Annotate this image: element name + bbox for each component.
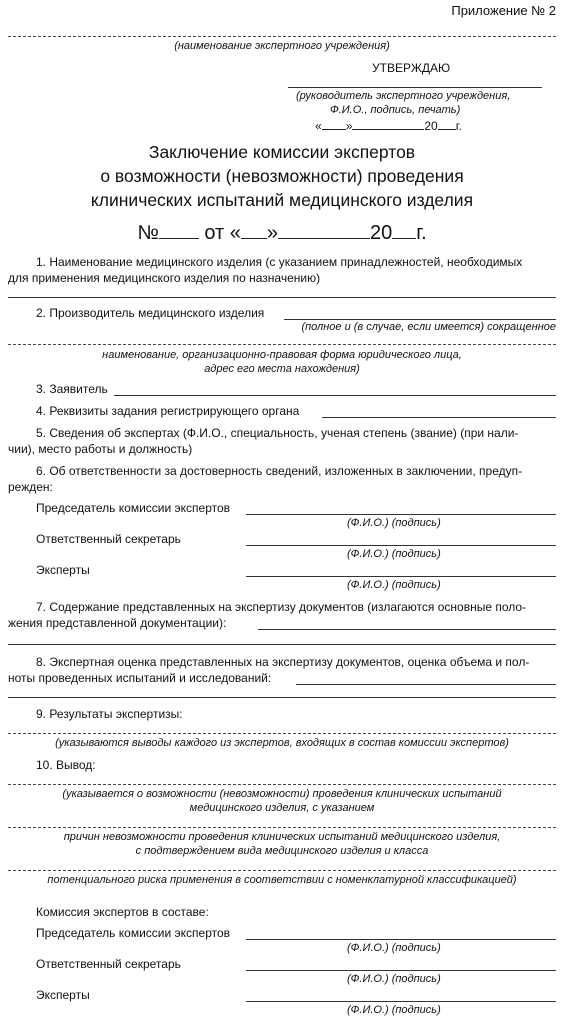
item8-text-2: ноты проведенных испытаний и исследований: — [8, 671, 272, 685]
item10-text: 10. Вывод: — [36, 758, 96, 772]
org-name-caption: (наименование экспертного учреждения) — [174, 40, 390, 52]
chairman-signature-field[interactable] — [246, 514, 556, 515]
item9-field[interactable] — [8, 733, 556, 734]
item3-field[interactable] — [114, 395, 556, 396]
org-name-line[interactable] — [8, 36, 556, 37]
item2-caption-1: (полное и (в случае, если имеется) сокращенное — [301, 321, 556, 333]
document-number-field[interactable] — [159, 221, 199, 239]
chairman-caption-2: (Ф.И.О.) (подпись) — [347, 942, 441, 954]
item2-text: 2. Производитель медицинского изделия — [36, 306, 265, 320]
item2-caption-2: наименование, организационно-правовая форма юридического лица, — [102, 349, 462, 361]
secretary-caption: (Ф.И.О.) (подпись) — [347, 548, 441, 560]
item7-field-2[interactable] — [8, 644, 556, 645]
commission-label: Комиссия экспертов в составе: — [36, 905, 209, 919]
document-month-field[interactable] — [278, 221, 370, 239]
head-caption-1: (руководитель экспертного учреждения, — [296, 90, 511, 102]
secretary-label-2: Ответственный секретарь — [36, 957, 181, 971]
item5-text-1: 5. Сведения об экспертах (Ф.И.О., специальность, ученая степень (звание) (при нали- — [36, 426, 519, 440]
item8-field-2[interactable] — [8, 697, 556, 698]
approve-year-field[interactable] — [438, 118, 456, 130]
item9-caption: (указываются выводы каждого из экспертов, входящих в состав комиссии экспертов) — [55, 737, 509, 749]
item8-text-1: 8. Экспертная оценка представленных на экспертизу документов, оценка объема и пол- — [36, 655, 530, 669]
item9-text: 9. Результаты экспертизы: — [36, 707, 183, 721]
head-caption-2: Ф.И.О., подпись, печать) — [330, 104, 461, 116]
experts-label-2: Эксперты — [36, 988, 90, 1002]
item5-text-2: чии), место работы и должность) — [8, 442, 193, 456]
item4-field[interactable] — [322, 417, 556, 418]
item4-text: 4. Реквизиты задания регистрирующего органа — [36, 404, 300, 418]
experts-caption-2: (Ф.И.О.) (подпись) — [347, 1004, 441, 1016]
appendix-label: Приложение № 2 — [451, 3, 556, 18]
item10-caption-1: (указывается о возможности (невозможности) проведения клинических испытаний — [62, 788, 502, 800]
item7-field[interactable] — [258, 629, 556, 630]
secretary-caption-2: (Ф.И.О.) (подпись) — [347, 973, 441, 985]
title-line-3: клинических испытаний медицинского изделия — [90, 190, 474, 210]
approve-month-field[interactable] — [352, 118, 424, 130]
approve-date: « » 20 г. — [315, 119, 462, 133]
item7-text-2: жения представленной документации): — [8, 616, 227, 630]
document-year-field[interactable] — [392, 221, 416, 239]
experts-label: Эксперты — [36, 563, 90, 577]
item10-caption-5: потенциального риска применения в соответствии с номенклатурной классификацией) — [47, 874, 517, 886]
approve-day-field[interactable] — [322, 118, 346, 130]
item1-field[interactable] — [8, 297, 556, 298]
approve-label: УТВЕРЖДАЮ — [372, 61, 451, 75]
item10-field-1[interactable] — [8, 784, 556, 785]
title-line-1: Заключение комиссии экспертов — [148, 142, 416, 162]
item1-text-2: для применения медицинского изделия по назначению) — [8, 271, 321, 285]
experts-signature-field-2[interactable] — [246, 1001, 556, 1002]
item2-caption-3: адрес его места нахождения) — [204, 363, 360, 375]
secretary-signature-field[interactable] — [246, 545, 556, 546]
experts-caption: (Ф.И.О.) (подпись) — [347, 579, 441, 591]
secretary-label: Ответственный секретарь — [36, 532, 181, 546]
item6-text-2: режден: — [8, 480, 53, 494]
item1-text-1: 1. Наименование медицинского изделия (с указанием принадлежностей, необходимых — [36, 255, 523, 269]
item8-field[interactable] — [296, 684, 556, 685]
item6-text-1: 6. Об ответственности за достоверность сведений, изложенных в заключении, предуп- — [36, 464, 523, 478]
item10-field-2[interactable] — [8, 827, 556, 828]
chairman-label: Председатель комиссии экспертов — [36, 501, 231, 515]
chairman-signature-field-2[interactable] — [246, 939, 556, 940]
item7-text-1: 7. Содержание представленных на экспертизу документов (излагаются основные поло- — [36, 600, 527, 614]
experts-signature-field[interactable] — [246, 576, 556, 577]
item10-caption-4: с подтверждением вида медицинского изделия и класса — [135, 845, 429, 857]
title-line-2: о возможности (невозможности) проведения — [100, 166, 464, 186]
head-signature-line[interactable] — [288, 87, 542, 88]
item10-caption-2: медицинского изделия, с указанием — [189, 802, 375, 814]
document-number-line: № от « » 20 г. — [137, 222, 427, 244]
secretary-signature-field-2[interactable] — [246, 970, 556, 971]
chairman-label-2: Председатель комиссии экспертов — [36, 926, 231, 940]
item2-field-2[interactable] — [8, 344, 556, 345]
item3-text: 3. Заявитель — [36, 382, 108, 396]
item10-field-3[interactable] — [8, 870, 556, 871]
item10-caption-3: причин невозможности проведения клинических испытаний медицинского изделия, — [63, 831, 501, 843]
chairman-caption: (Ф.И.О.) (подпись) — [347, 517, 441, 529]
document-day-field[interactable] — [241, 221, 267, 239]
